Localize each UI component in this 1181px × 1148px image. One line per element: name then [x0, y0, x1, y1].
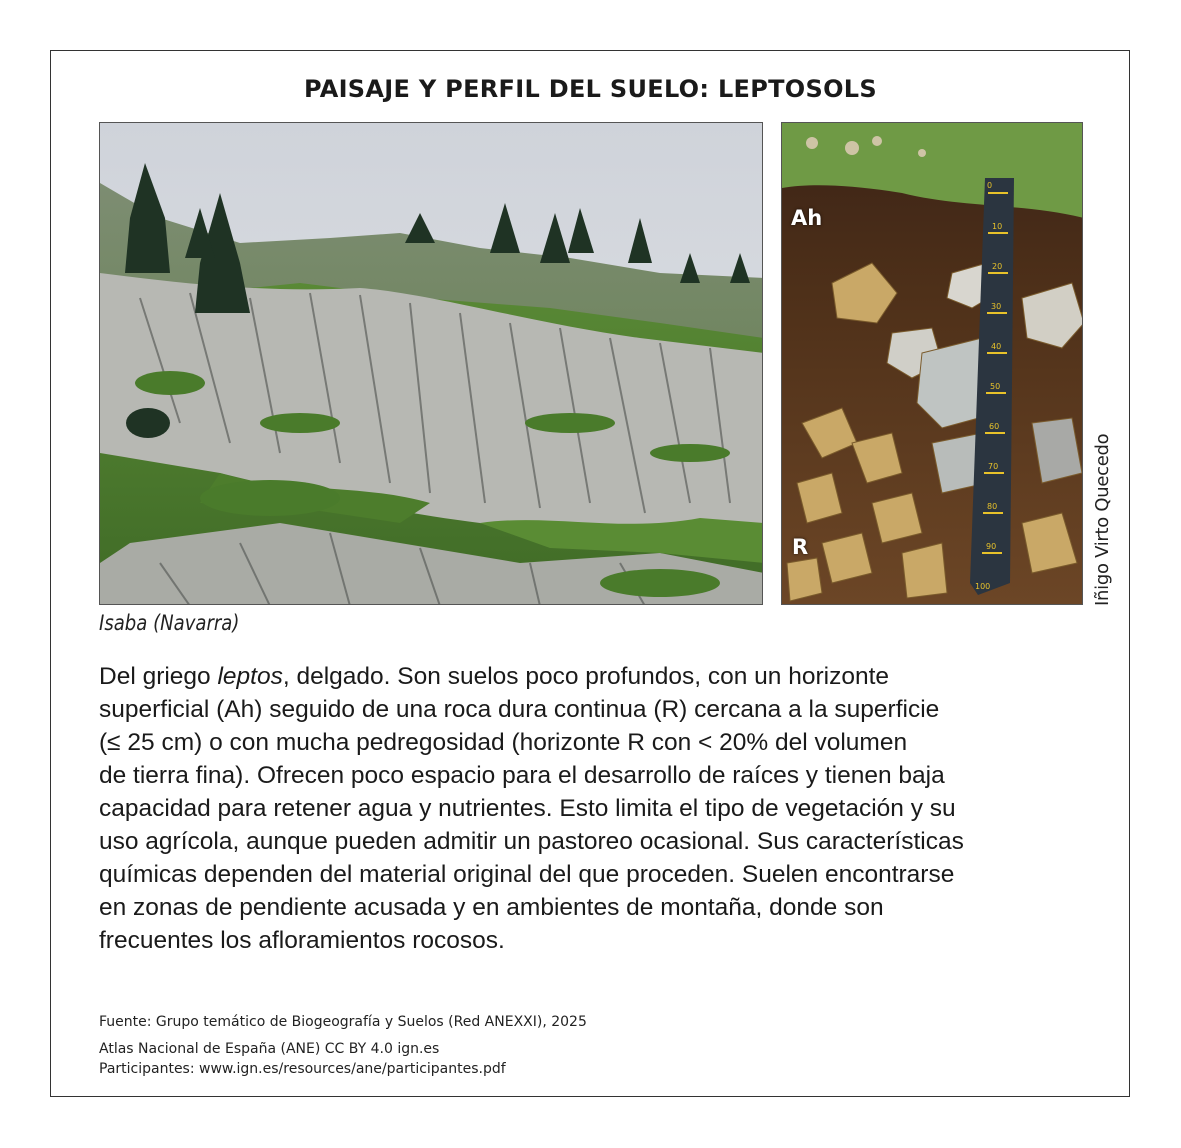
footer-participants-link: Participantes: www.ign.es/resources/ane/participantes.pdf [99, 1061, 506, 1077]
description-line: uso agrícola, aunque pueden admitir un pastoreo ocasional. Sus características [99, 828, 964, 855]
svg-text:70: 70 [988, 462, 999, 471]
description-line: en zonas de pendiente acusada y en ambientes de montaña, donde son [99, 894, 884, 921]
photo-credit: Iñigo Virto Quecedo [1092, 433, 1113, 606]
svg-text:10: 10 [992, 222, 1003, 231]
description-line: químicas dependen del material original del que proceden. Suelen encontrarse [99, 861, 955, 888]
landscape-illustration [100, 123, 763, 605]
horizon-label-r: R [792, 535, 809, 559]
svg-text:60: 60 [989, 422, 1000, 431]
horizon-label-ah: Ah [791, 206, 823, 230]
description-text [99, 660, 1099, 957]
svg-text:80: 80 [987, 502, 998, 511]
description-italic-term: leptos [217, 663, 283, 690]
description-text-fragment: Del griego [99, 663, 218, 690]
description-line [99, 660, 1099, 693]
svg-text:20: 20 [992, 262, 1003, 271]
page-title: PAISAJE Y PERFIL DEL SUELO: LEPTOSOLS [304, 75, 877, 103]
description-line: (≤ 25 cm) o con mucha pedregosidad (horizonte R con < 20% del volumen [99, 729, 908, 756]
description-line: capacidad para retener agua y nutrientes. Esto limita el tipo de vegetación y su [99, 795, 956, 822]
svg-text:30: 30 [991, 302, 1002, 311]
svg-text:50: 50 [990, 382, 1001, 391]
footer-atlas-license: Atlas Nacional de España (ANE) CC BY 4.0 ign.es [99, 1041, 440, 1057]
landscape-caption: Isaba (Navarra) [99, 611, 240, 635]
description-line: superficial (Ah) seguido de una roca dura continua (R) cercana a la superficie [99, 696, 940, 723]
svg-text:100: 100 [975, 582, 991, 591]
description-line: frecuentes los afloramientos rocosos. [99, 927, 505, 954]
soil-profile-illustration [782, 123, 1083, 605]
svg-text:40: 40 [991, 342, 1002, 351]
landscape-photo [99, 122, 763, 605]
footer-source: Fuente: Grupo temático de Biogeografía y Suelos (Red ANEXXI), 2025 [99, 1014, 587, 1030]
description-line: de tierra fina). Ofrecen poco espacio para el desarrollo de raíces y tienen baja [99, 762, 945, 789]
svg-text:0: 0 [987, 181, 993, 190]
soil-profile-photo [781, 122, 1083, 605]
svg-text:90: 90 [986, 542, 997, 551]
description-text-fragment: , delgado. Son suelos poco profundos, con un horizonte [282, 663, 889, 690]
